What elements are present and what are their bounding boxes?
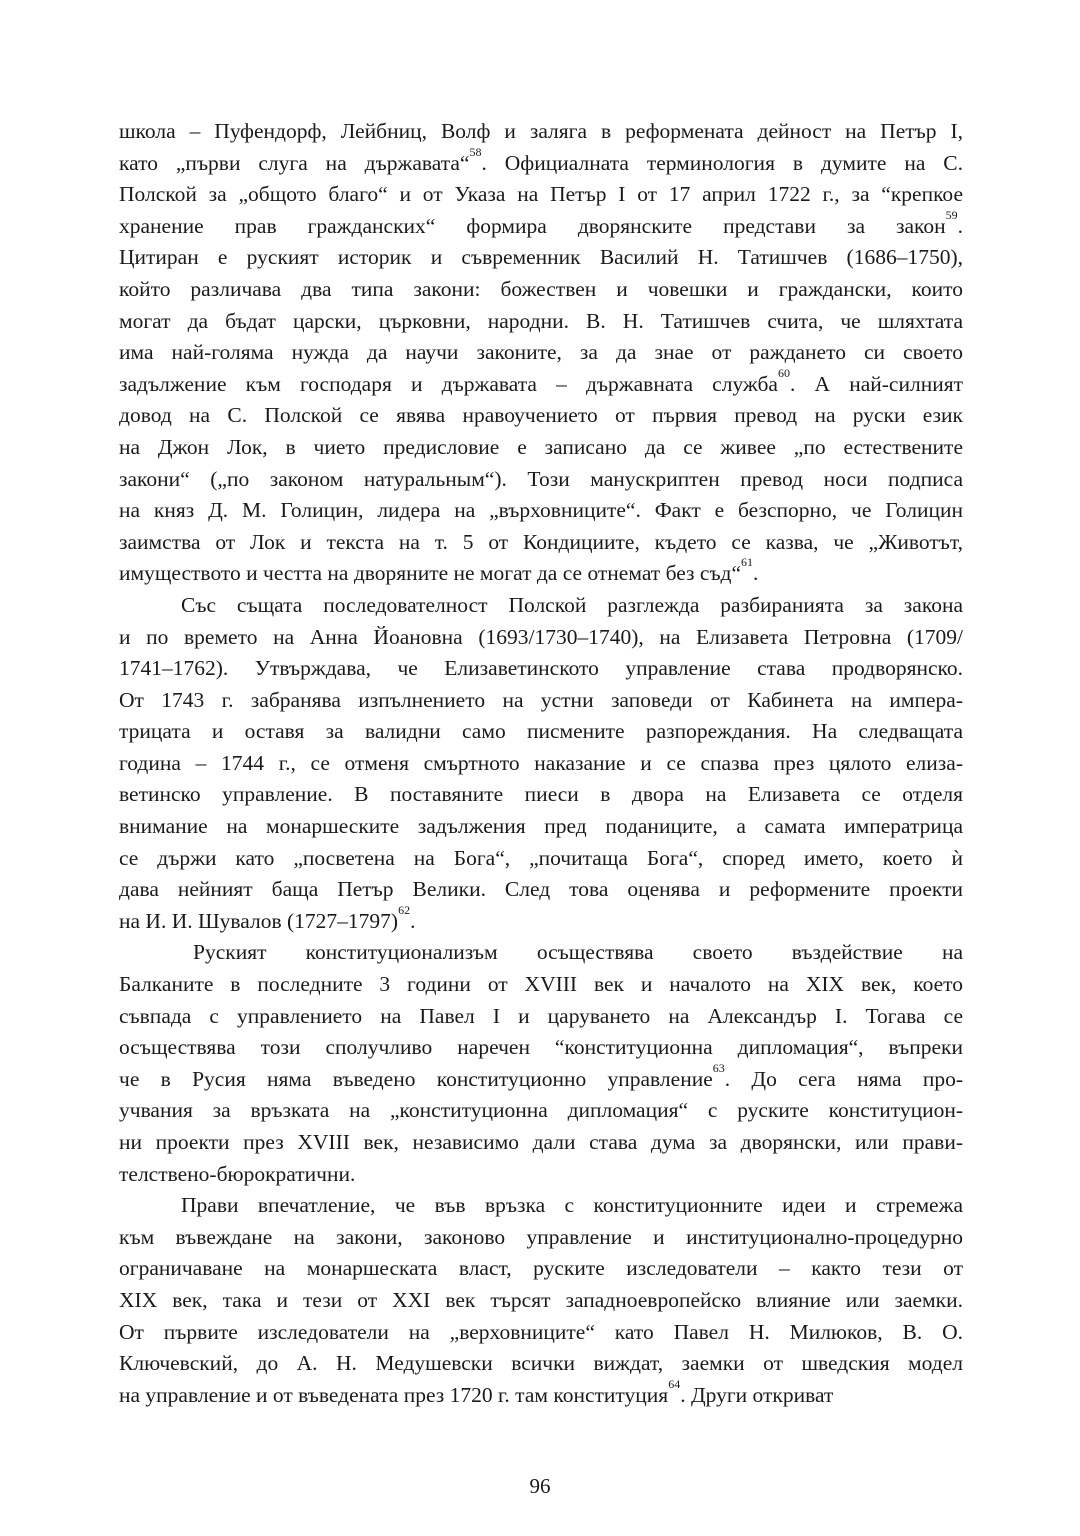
text-line [119,902,963,938]
footnote-marker[interactable]: 64 [668,1376,681,1391]
line-text: Със същата последователност Полской разглежда разбиранията за закона [181,592,963,617]
line-text: Полской за „общото благо“ и от Указа на Петър I от 17 април 1722 г., за “крепкое [119,182,963,207]
paragraph [119,116,963,590]
footnote-marker[interactable]: 62 [398,902,411,917]
line-text: хранение прав гражданских“ формира дворянските представи за закон [119,213,946,238]
text-line [119,1285,963,1317]
line-text: XIX век, така и тези от XXI век търсят западноевропейско влияние или заемки. [119,1287,963,1312]
line-text: година – 1744 г., се отменя смъртното наказание и се спазва през цялото елиза- [119,750,963,775]
text-line [119,779,963,811]
line-text: се държи като „посветена на Бога“, „почитаща Бога“, според името, което ѝ [119,845,963,870]
line-text-cont: . Други откриват [680,1382,834,1407]
line-text: внимание на монаршеските задължения пред поданиците, а самата императрица [119,814,963,839]
line-text-cont: . [753,561,759,586]
footnote-marker[interactable]: 63 [712,1060,725,1075]
text-line [119,527,963,559]
text-line [119,306,963,338]
text-line [119,400,963,432]
text-line [119,748,963,780]
line-text-cont: . Официалната терминология в думите на С. [481,150,964,175]
line-text: Руският конституционализъм осъществява своето въздействие на [193,940,963,965]
text-line [119,337,963,369]
text-line [119,432,963,464]
line-text: довод на С. Полской се явява нравоучението от първия превод на руски език [119,403,963,428]
text-line [119,1001,963,1033]
text-line [119,1376,963,1412]
line-text: на И. И. Шувалов (1727–1797) [119,908,399,933]
text-line [119,144,964,180]
paragraph [119,1190,963,1411]
page-number: 96 [529,1474,551,1498]
line-text: трицата и оставя за валидни само писмените разпореждания. На следващата [119,719,963,744]
line-text: Цитиран е руският историк и съвременник Василий Н. Татишчев (1686–1750), [119,245,963,270]
line-text: който различава два типа закони: божествен и човешки и граждански, които [119,276,963,301]
line-text-cont: . А най-силният [789,371,963,396]
line-text: 1741–1762). Утвърждава, че Елизаветинското управление става продворянско. [119,656,963,681]
line-text: закони“ („по законом натуральным“). Този манускриптен превод носи подписа [119,466,963,491]
footnote-marker[interactable]: 59 [945,207,958,222]
line-text: Прави впечатление, че във връзка с конституционните идеи и стремежа [181,1193,963,1218]
line-text: и по времето на Анна Йоановна (1693/1730–1740), на Елизавета Петровна (1709/ [119,624,963,649]
line-text: От 1743 г. забранява изпълнението на устни заповеди от Кабинета на импера- [119,687,963,712]
line-text-cont: . До сега няма про- [724,1066,963,1091]
line-text: телствено-бюрократични. [119,1161,356,1186]
text-line [119,116,963,148]
page-body [119,116,963,1411]
text-line [119,1190,963,1222]
text-line [119,1222,963,1254]
text-line [119,622,963,654]
line-text: Балканите в последните 3 години от XVIII век и началото на XIX век, което [119,972,963,997]
text-line [119,495,963,527]
line-text: съвпада с управлението на Павел I и царуването на Александър I. Тогава се [119,1003,963,1028]
line-text: ограничаване на монаршеската власт, руските изследователи – както тези от [119,1256,963,1281]
text-line [119,1317,963,1349]
paragraph [119,590,963,938]
footnote-marker[interactable]: 60 [777,365,790,380]
text-line [119,464,963,496]
text-line [119,590,963,622]
footnote-marker[interactable]: 58 [469,144,482,159]
line-text: ветинско управление. В поставяните пиеси в двора на Елизавета се отделя [119,782,963,807]
text-line [119,653,963,685]
text-line [119,1032,963,1064]
text-line [119,179,963,211]
line-text: школа – Пуфендорф, Лейбниц, Волф и заляга в реформената дейност на Петър I, [119,119,963,143]
text-line [119,843,963,875]
text-line [119,1095,963,1127]
line-text: могат да бъдат царски, църковни, народни. В. Н. Татишчев счита, че шляхтата [119,308,963,333]
text-line [119,1060,963,1096]
line-text-cont: . [957,213,963,238]
text-line [119,811,963,843]
text-line [119,1127,963,1159]
text-line [119,274,963,306]
line-text-cont: . [410,908,416,933]
line-text: като „първи слуга на държавата“ [119,150,470,175]
text-line [119,207,963,243]
line-text: на Джон Лок, в чието предисловие е записано да се живее „по естествените [119,434,963,459]
line-text: има най-голяма нужда да научи законите, за да знае от раждането си своето [119,340,963,365]
line-text: дава нейният баща Петър Велики. След това оценява и реформените проекти [119,877,963,902]
text-line [119,365,963,401]
text-line [119,242,963,274]
line-text: заимства от Лок и текста на т. 5 от Кондициите, където се казва, че „Животът, [119,529,963,554]
text-line [119,969,963,1001]
text-line [119,1348,963,1380]
paragraph [119,937,963,1190]
text-line [119,685,963,717]
text-line [119,1159,963,1191]
line-text: че в Русия няма въведено конституционно управление [119,1066,713,1091]
text-line [119,555,963,590]
line-text: имуществото и честта на дворяните не могат да се отнемат без съд“ [119,561,742,586]
line-text: Ключевский, до А. Н. Медушевски всички виждат, заемки от шведския модел [119,1351,963,1376]
footnote-marker[interactable]: 61 [741,555,754,570]
text-line [119,1253,963,1285]
line-text: на княз Д. М. Голицин, лидера на „върховниците“. Факт е безспорно, че Голицин [119,498,963,523]
text-line [119,937,963,969]
line-text: към въвеждане на закони, законово управление и институционално-процедурно [119,1224,963,1249]
line-text: От първите изследователи на „верховниците“ като Павел Н. Милюков, В. О. [119,1319,963,1344]
text-line [119,716,963,748]
line-text: задължение към господаря и държавата – държавната служба [119,371,778,396]
line-text: ни проекти през XVIII век, независимо дали става дума за дворянски, или прави- [119,1130,963,1154]
text-line [119,874,963,906]
line-text: учвания за връзката на „конституционна дипломация“ с руските конституцион- [119,1098,963,1123]
line-text: на управление и от въведената през 1720 г. там конституция [119,1382,669,1407]
line-text: осъществява този сполучливо наречен “конституционна дипломация“, въпреки [119,1035,963,1060]
